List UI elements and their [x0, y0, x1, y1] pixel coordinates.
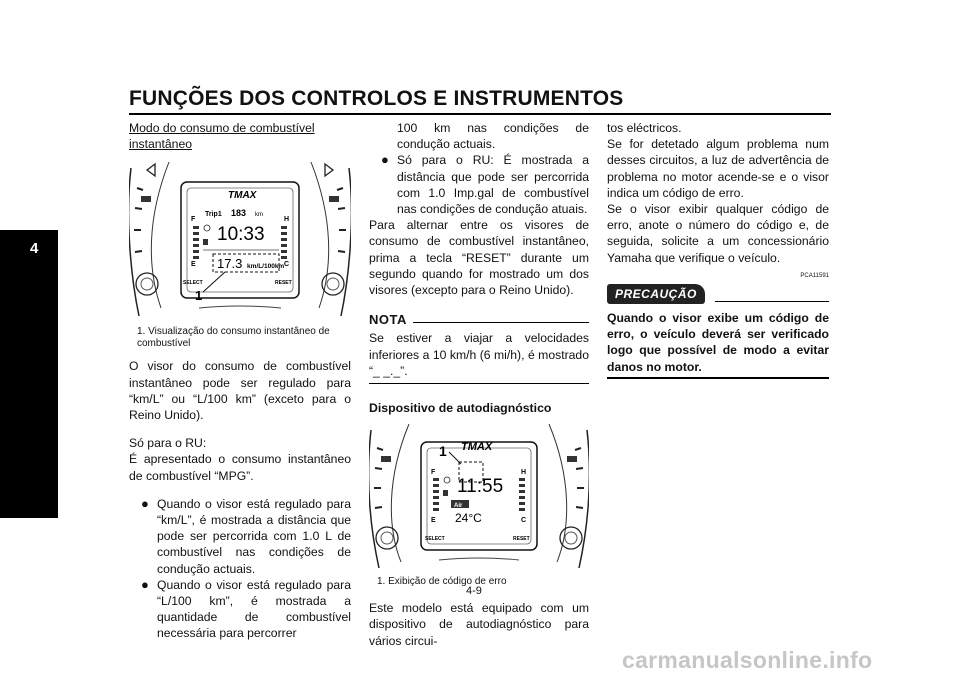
reset-button-label-2: RESET — [513, 536, 530, 543]
bullet-l-100km-text: Quando o visor está regulado para “L/100 km”, é mostrada a quantidade de combustível necessária para percorrer — [157, 577, 351, 641]
temp-cold-label: C — [284, 261, 290, 269]
bullet-uk-imp-gal-text: Só para o RU: É mostrada a distância que pode ser percorrida com 1.0 Imp.gal de combustível nas condições de condução atuais. — [397, 153, 589, 217]
temp-hot-label-2: H — [521, 469, 527, 477]
paragraph-diagnostic: Este modelo está equipado com um dispositivo de autodiagnóstico para vários circui- — [369, 601, 589, 648]
temp-cold-label-2: C — [521, 517, 527, 525]
fuel-pump-icon-2 — [443, 490, 448, 496]
temp-hot-label: H — [284, 216, 290, 224]
watermark: carmanualsonline.info — [622, 647, 873, 673]
caution-header — [607, 284, 829, 304]
brand-logo-2: TMAX — [461, 441, 493, 454]
column-1 — [129, 120, 351, 642]
air-temperature: 24°C — [455, 511, 482, 526]
caution-badge: PRECAUÇÃO — [607, 284, 705, 304]
select-button-label-2: SELECT — [425, 536, 445, 543]
paragraph-mpg: É apresentado o consumo instantâneo de combustível “MPG”. — [129, 452, 351, 483]
callout-1: 1 — [195, 288, 203, 304]
figure-2-caption: 1. Exibição de código de erro — [377, 576, 507, 588]
diagnostic-heading: Dispositivo de autodiagnóstico — [369, 401, 552, 416]
paragraph-problem: Se for detetado algum problema num desses circuitos, a luz de advertência de problema no motor acende-se e o visor indica um código de erro. — [607, 137, 829, 200]
instrument-panel-figure-1 — [129, 158, 351, 320]
section-title: Modo do consumo de combustível instantâneo — [129, 121, 315, 152]
fuel-full-label: F — [191, 216, 196, 224]
column-3 — [607, 120, 829, 379]
page-number: 4-9 — [466, 585, 482, 597]
caution-text: Quando o visor exibe um código de erro, o veículo deverá ser verificado logo que possível de modo a evitar danos no motor. — [607, 311, 829, 374]
chapter-tab — [0, 230, 58, 518]
chapter-number: 4 — [30, 240, 39, 257]
callout-1-fig2: 1 — [439, 443, 447, 460]
odo-unit: km — [255, 212, 263, 219]
reset-knob-2 — [560, 527, 582, 549]
odo-value: 183 — [231, 208, 247, 219]
column-2 — [369, 120, 589, 649]
bullet-l-100km: ● Quando o visor está regulado para “L/100 km”, é mostrada a quantidade de combustível necessária para percorrer — [141, 576, 351, 641]
continued-text-3: tos eléctricos. — [607, 121, 682, 135]
note-rule — [369, 383, 589, 384]
paragraph-switch: Para alternar entre os visores de consumo de combustível instantâneo, prima a tecla “RESET” durante um segundo quando for mostrado um dos visores (excepto para o Reino Unido). — [369, 218, 589, 298]
clock-display-2: 11:55 — [457, 476, 504, 498]
paragraph-fuel-display: O visor do consumo de combustível instantâneo pode ser regulado para “km/L” ou “L/100 km” (exceto para o Reino Unido). — [129, 359, 351, 423]
page-title: FUNÇÕES DOS CONTROLOS E INSTRUMENTOS — [129, 87, 624, 110]
header-rule — [129, 113, 831, 115]
instrument-panel-figure-2 — [369, 422, 589, 572]
clock-display: 10:33 — [217, 224, 265, 246]
brand-logo: TMAX — [228, 190, 257, 202]
fuel-full-label-2: F — [431, 469, 436, 477]
bullet-km-l: ● Quando o visor está regulado para “km/L”, é mostrada a distância que pode ser percorrida com 1.0 L de combustível nas condições de condução actuais. — [141, 495, 351, 576]
select-knob-2 — [376, 527, 398, 549]
fuel-consumption-unit: km/L/100km — [247, 263, 285, 271]
figure-1-caption-text: 1. Visualização do consumo instantâneo de combustível — [137, 326, 330, 350]
select-button-label: SELECT — [183, 280, 203, 287]
caution-rule — [607, 377, 829, 379]
reset-button-label: RESET — [275, 280, 292, 287]
fuel-empty-label-2: E — [431, 517, 436, 525]
continued-text: 100 km nas condições de condução actuais. — [397, 121, 589, 152]
note-text: Se estiver a viajar a velocidades inferiores a 10 km/h (6 mi/h), é mostrado “_ _._”. — [369, 331, 589, 378]
reference-code: PCA11591 — [800, 272, 829, 279]
bullet-km-l-text: Quando o visor está regulado para “km/L”, é mostrada a distância que pode ser percorrida com 1.0 L de combustível nas condições de condução actuais. — [157, 496, 351, 576]
trip-label: Trip1 — [205, 211, 222, 219]
paragraph-error-code: Se o visor exibir qualquer código de erro, anote o número do código e, de seguida, solicite a um concessionário Yamaha que verifique o veículo. — [607, 202, 829, 265]
note-label: NOTA — [369, 312, 407, 328]
figure-1-caption — [129, 326, 351, 350]
bullet-uk-imp-gal: ● Só para o RU: É mostrada a distância que pode ser percorrida com 1.0 Imp.gal de combustível nas condições de condução atuais. — [381, 152, 589, 217]
fuel-pump-icon — [203, 239, 208, 245]
fuel-empty-label: E — [191, 261, 196, 269]
uk-only-label: Só para o RU: — [129, 436, 207, 451]
note-header — [369, 312, 589, 328]
fuel-consumption-value: 17.3 — [217, 256, 243, 272]
air-label: Air — [454, 503, 463, 510]
